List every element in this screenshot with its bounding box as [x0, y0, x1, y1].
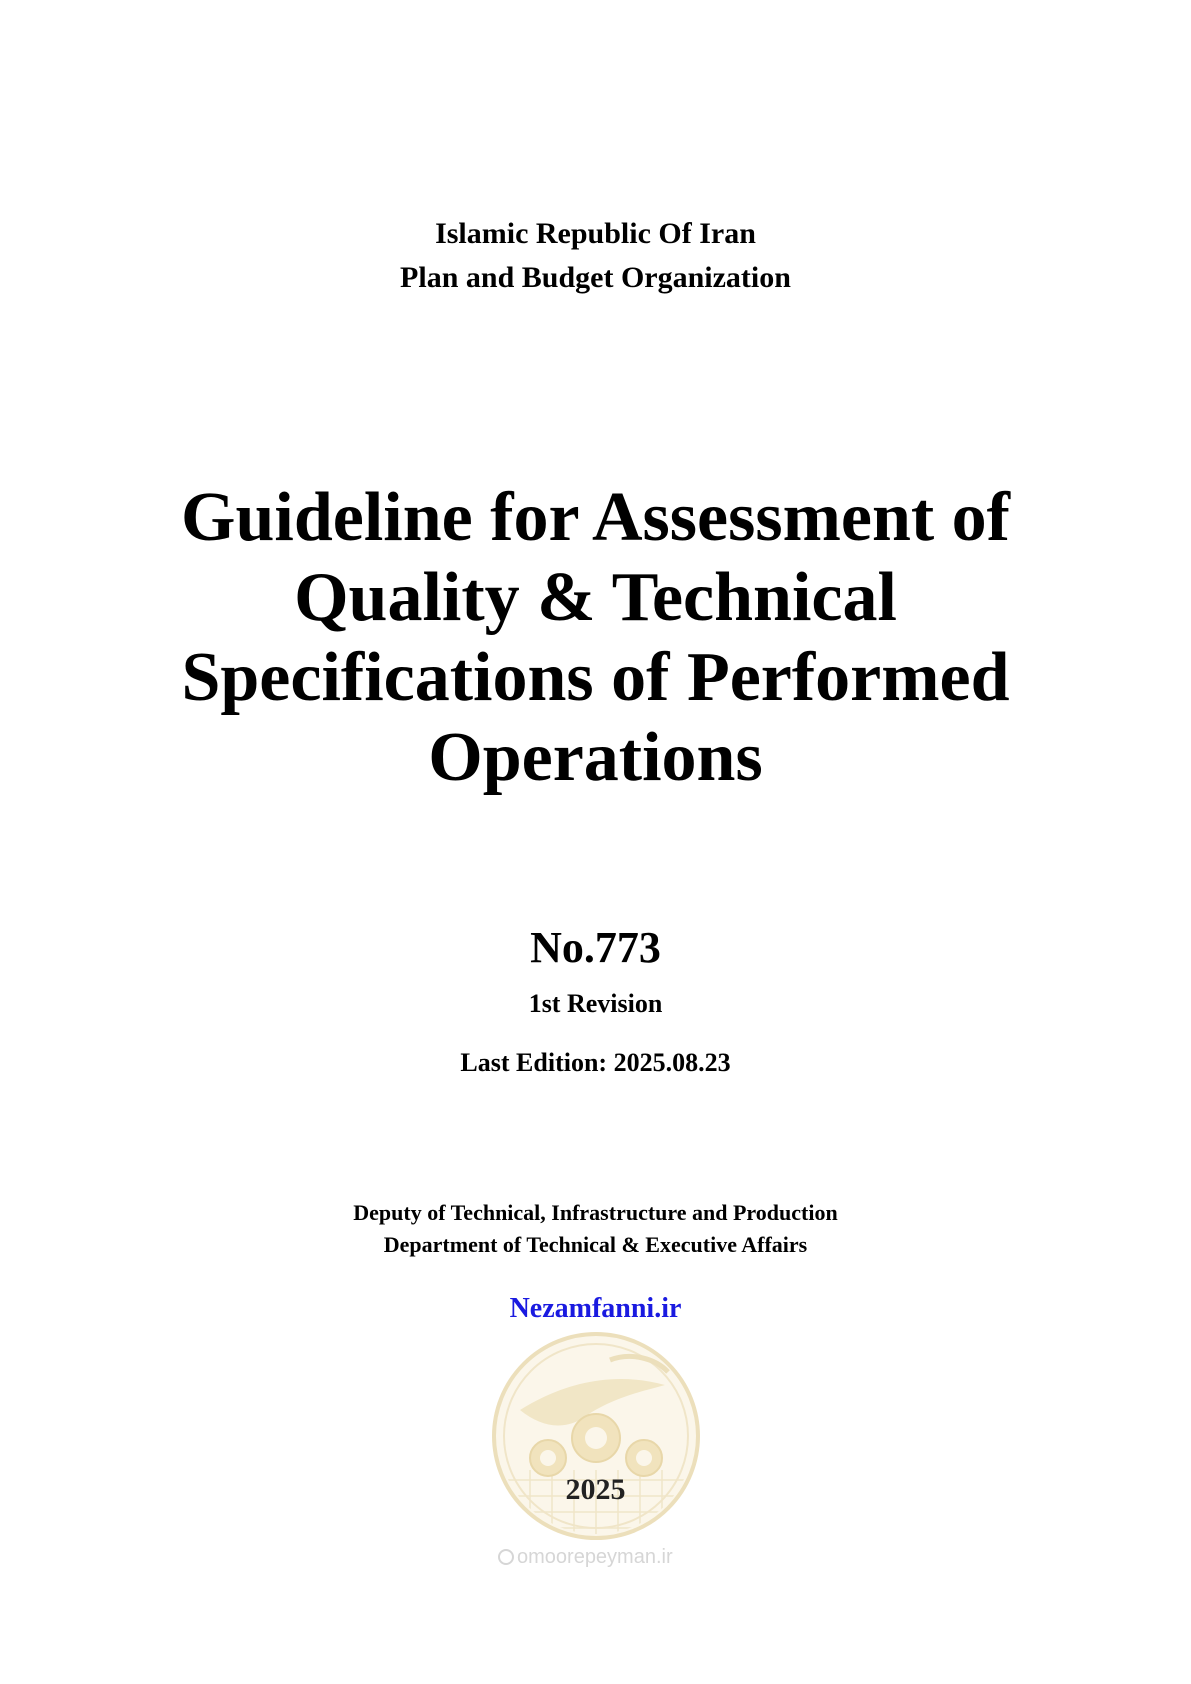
title-line: Specifications of Performed	[181, 639, 1010, 716]
document-number: No.773	[530, 923, 661, 972]
revision-label: 1st Revision	[528, 989, 663, 1018]
title-line: Guideline for Assessment of	[181, 479, 1010, 556]
issuer-organization: Plan and Budget Organization	[400, 261, 791, 294]
globe-icon	[498, 1549, 514, 1565]
deputy-name: Deputy of Technical, Infrastructure and Production	[353, 1200, 838, 1225]
watermark-seal-logo	[490, 1330, 702, 1542]
website-link[interactable]: Nezamfanni.ir	[509, 1293, 682, 1324]
document-title	[0, 478, 1191, 798]
issuer-country: Islamic Republic Of Iran	[435, 217, 756, 250]
department-name: Department of Technical & Executive Affairs	[383, 1232, 808, 1257]
issuer-block	[0, 212, 1191, 300]
department-block	[0, 1197, 1191, 1261]
publication-year: 2025	[565, 1473, 626, 1506]
last-edition-date: Last Edition: 2025.08.23	[460, 1048, 731, 1077]
watermark-site	[498, 1546, 698, 1569]
watermark-site-text: omoorepeyman.ir	[517, 1546, 673, 1568]
title-line: Quality & Technical	[294, 559, 897, 636]
title-line: Operations	[428, 719, 763, 796]
